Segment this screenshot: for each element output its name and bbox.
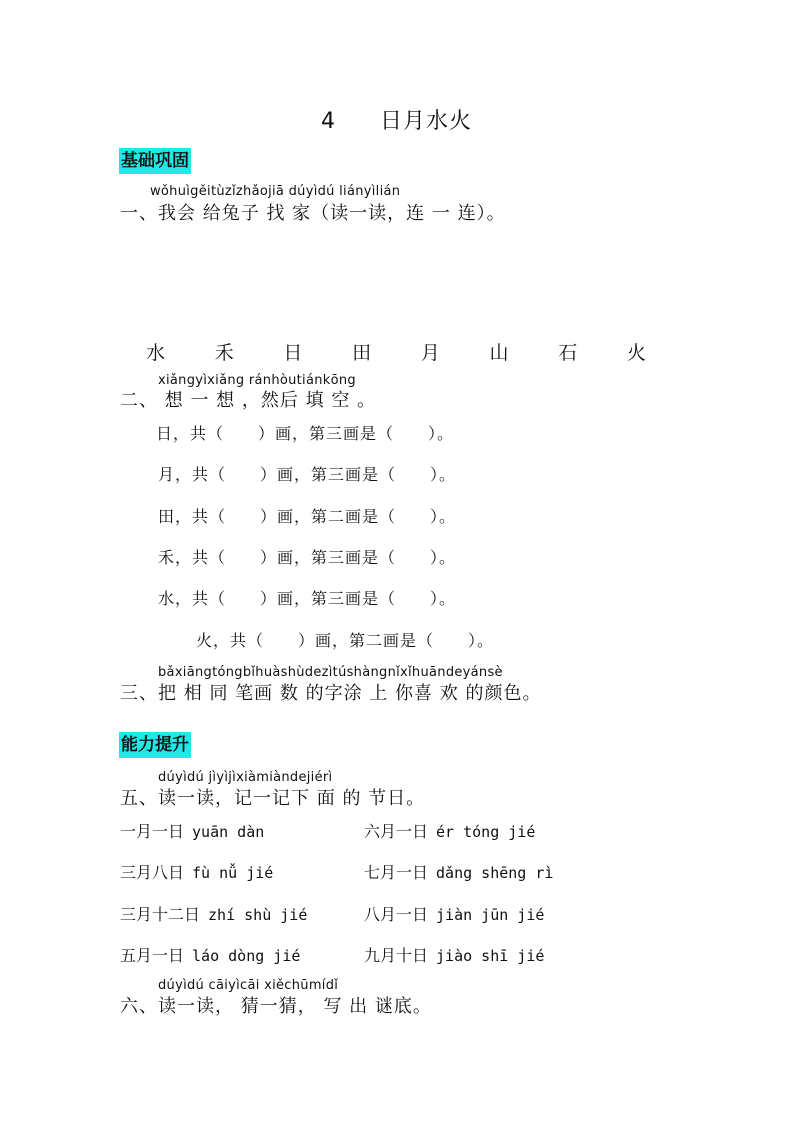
q2-pinyin: xiǎngyìxiǎng ránhòutiánkōng <box>158 373 356 388</box>
q6-heading: 六、读一读， 猜一猜， 写 出 谜底。 <box>120 996 432 1017</box>
q6-pinyin: dúyìdú cāiyìcāi xiěchūmídǐ <box>158 978 339 993</box>
char-item[interactable]: 田 <box>352 342 372 364</box>
fill-line[interactable]: 月，共（ ）画，第三画是（ ）。 <box>158 465 457 484</box>
character-row <box>146 338 646 365</box>
q1-heading: 一、我会 给兔子 找 家（读一读，连 一 连）。 <box>120 203 506 224</box>
festival-pinyin: jiàn jūn jié <box>436 906 545 924</box>
q3-pinyin: bǎxiāngtóngbǐhuàshùdezìtúshàngnǐxǐhuāndeyánsè <box>158 665 503 680</box>
festival-date: 一月一日 <box>120 822 185 841</box>
festival-date: 六月一日 <box>364 822 429 841</box>
festival-date: 九月十日 <box>364 946 429 965</box>
festival-item <box>120 819 264 842</box>
q3-heading: 三、把 相 同 笔画 数 的字涂 上 你喜 欢 的颜色。 <box>120 683 542 704</box>
festival-item <box>364 902 544 925</box>
fill-line[interactable]: 火，共（ ）画，第二画是（ ）。 <box>196 631 495 650</box>
festival-item <box>364 819 535 842</box>
festival-pinyin: ér tóng jié <box>436 823 536 841</box>
q1-pinyin: wǒhuìgěitùzǐzhǎojiā dúyìdú liányìlián <box>150 184 401 199</box>
q5-heading: 五、读一读，记一记下 面 的 节日。 <box>120 788 426 809</box>
section-advanced-tag: 能力提升 <box>119 732 191 758</box>
festival-pinyin: zhí shù jié <box>208 906 308 924</box>
char-item[interactable]: 水 <box>146 342 166 364</box>
festival-item <box>364 943 544 966</box>
fill-line[interactable]: 禾，共（ ）画，第三画是（ ）。 <box>158 548 457 567</box>
festival-pinyin: dǎng shēng rì <box>436 864 554 882</box>
page-title <box>0 104 793 135</box>
festival-item <box>120 860 273 883</box>
char-item[interactable]: 日 <box>283 342 303 364</box>
festival-item <box>120 943 300 966</box>
festival-date: 三月十二日 <box>120 905 201 924</box>
char-item[interactable]: 山 <box>489 342 509 364</box>
festival-date: 五月一日 <box>120 946 185 965</box>
char-item[interactable]: 石 <box>558 342 578 364</box>
section-basic-tag: 基础巩固 <box>119 148 191 174</box>
lesson-number: 4 <box>320 109 336 134</box>
festival-pinyin: jiào shī jié <box>436 947 545 965</box>
festival-pinyin: fù nǚ jié <box>192 864 274 882</box>
festival-item <box>364 860 553 883</box>
char-item[interactable]: 火 <box>626 342 646 364</box>
festival-pinyin: láo dòng jié <box>192 947 301 965</box>
fill-line[interactable]: 田，共（ ）画，第二画是（ ）。 <box>158 507 457 526</box>
festival-pinyin: yuān dàn <box>192 823 265 841</box>
char-item[interactable]: 月 <box>420 342 440 364</box>
festival-date: 八月一日 <box>364 905 429 924</box>
q2-heading: 二、 想 一 想 ，然后 填 空 。 <box>120 390 377 411</box>
festival-date: 七月一日 <box>364 863 429 882</box>
festival-date: 三月八日 <box>120 863 185 882</box>
fill-line[interactable]: 日，共（ ）画，第三画是（ ）。 <box>156 424 455 443</box>
char-item[interactable]: 禾 <box>214 342 234 364</box>
fill-line[interactable]: 水，共（ ）画，第三画是（ ）。 <box>158 589 457 608</box>
festival-item <box>120 902 307 925</box>
q5-pinyin: dúyìdú jìyìjìxiàmiàndejiérì <box>158 770 333 785</box>
lesson-title: 日月水火 <box>379 109 472 134</box>
